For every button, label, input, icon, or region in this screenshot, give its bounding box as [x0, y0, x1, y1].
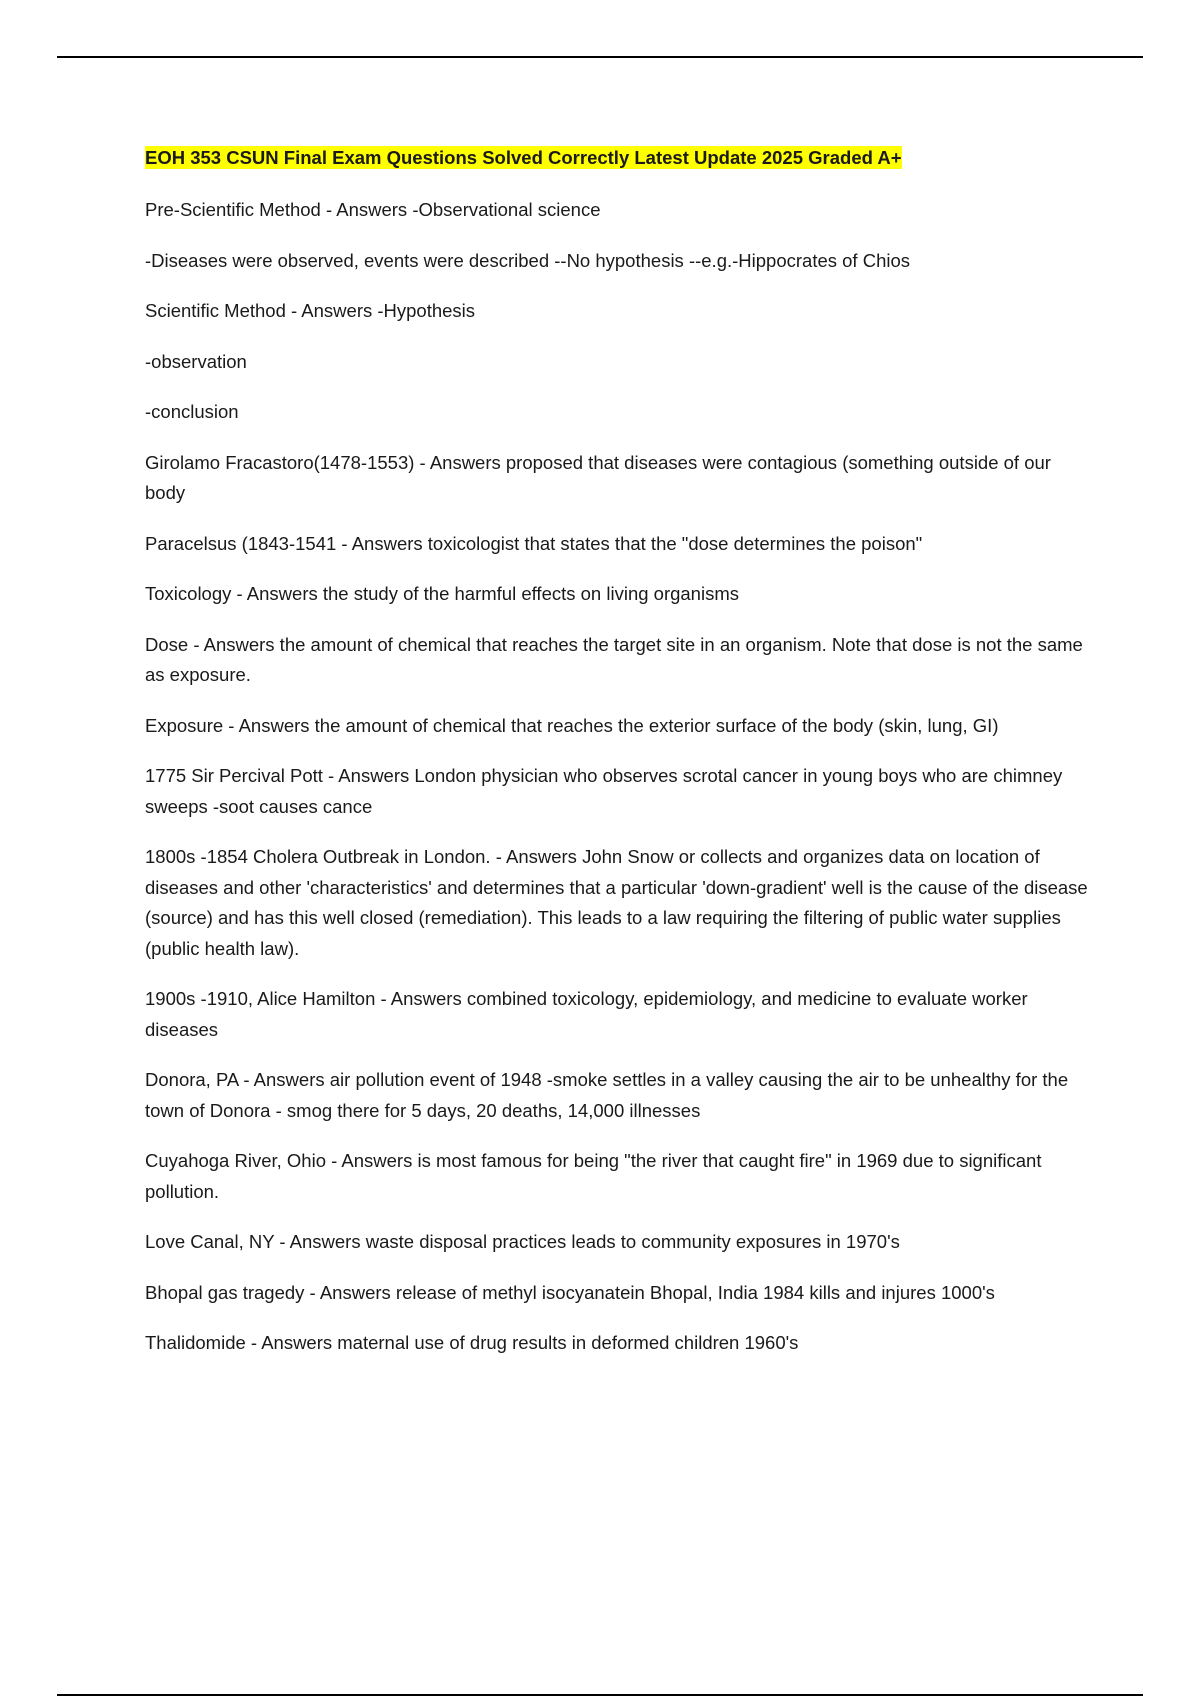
- qa-entry: Donora, PA - Answers air pollution event of 1948 -smoke settles in a valley causing the air to be unhealthy for the town of Donora - smog there for 5 days, 20 deaths, 14,000 illnesses: [145, 1069, 1069, 1121]
- header-rule: [57, 56, 1143, 58]
- qa-entry: Toxicology - Answers the study of the harmful effects on living organisms: [145, 583, 739, 604]
- qa-entry: Exposure - Answers the amount of chemical that reaches the exterior surface of the body (skin, lung, GI): [145, 714, 999, 736]
- qa-entry: -observation: [145, 350, 247, 372]
- footer-rule: [57, 1694, 1143, 1696]
- qa-entry: 1775 Sir Percival Pott - Answers London physician who observes scrotal cancer in young boys who are chimney sweeps -soot causes cance: [145, 765, 1063, 817]
- qa-entry: -Diseases were observed, events were described --No hypothesis --e.g.-Hippocrates of Chios: [145, 249, 911, 271]
- qa-entry: -conclusion: [145, 401, 239, 422]
- document-title: EOH 353 CSUN Final Exam Questions Solved Correctly Latest Update 2025 Graded A+: [145, 147, 902, 168]
- qa-entry: Cuyahoga River, Ohio - Answers is most famous for being "the river that caught fire" in 1969 due to significant pollution.: [145, 1150, 1042, 1202]
- qa-entry: Love Canal, NY - Answers waste disposal practices leads to community exposures in 1970's: [145, 1231, 900, 1252]
- qa-entry: Bhopal gas tragedy - Answers release of methyl isocyanatein Bhopal, India 1984 kills and injures 1000's: [145, 1281, 995, 1303]
- qa-entry: Paracelsus (1843-1541 - Answers toxicologist that states that the "dose determines the poison": [145, 532, 923, 554]
- qa-entry: 1900s -1910, Alice Hamilton - Answers combined toxicology, epidemiology, and medicine to evaluate worker diseases: [145, 988, 1028, 1040]
- qa-entry: Thalidomide - Answers maternal use of drug results in deformed children 1960's: [145, 1332, 799, 1353]
- document-title-line: [145, 145, 1090, 173]
- qa-entry: Scientific Method - Answers -Hypothesis: [145, 300, 476, 321]
- qa-entry: 1800s -1854 Cholera Outbreak in London. - Answers John Snow or collects and organizes data on location of diseases and other 'characteristics' and determines that a particular 'down-gradient' well is the cause of the disease (source) and has this well closed (remediation). This leads to a law requiring the filtering of public water supplies (public health law).: [145, 846, 1088, 959]
- qa-entry: Girolamo Fracastoro(1478-1553) - Answers proposed that diseases were contagious (something outside of our body: [145, 451, 1051, 503]
- qa-entry: Dose - Answers the amount of chemical that reaches the target site in an organism. Note that dose is not the same as exposure.: [145, 633, 1083, 685]
- document-body: [145, 145, 1090, 1379]
- qa-entry: Pre-Scientific Method - Answers -Observational science: [145, 199, 601, 220]
